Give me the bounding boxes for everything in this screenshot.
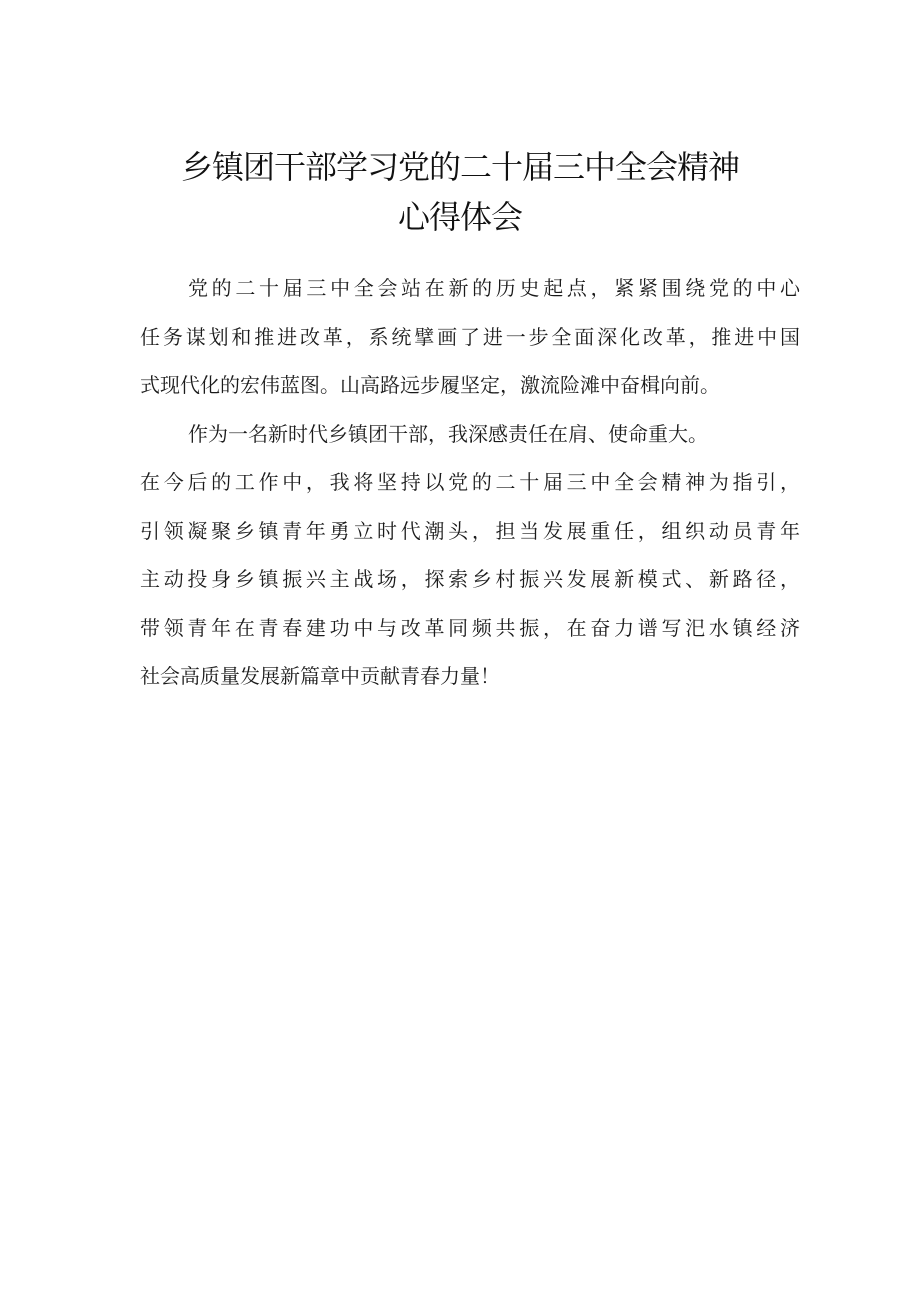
body-line: 党的二十届三中全会站在新的历史起点，紧紧围绕党的中心 — [188, 276, 800, 300]
document-title-line-1: 乡镇团干部学习党的二十届三中全会精神 — [180, 148, 739, 186]
document-title-line-2: 心得体会 — [397, 198, 522, 236]
body-line: 作为一名新时代乡镇团干部，我深感责任在肩、使命重大。 — [188, 421, 708, 446]
document-body — [140, 264, 800, 701]
body-line: 式现代化的宏伟蓝图。山高路远步履坚定，激流险滩中奋楫向前。 — [140, 373, 720, 397]
body-line: 带领青年在青春建功中与改革同频共振，在奋力谱写汜水镇经济 — [140, 615, 800, 640]
body-line: 社会高质量发展新篇章中贡献青春力量！ — [140, 664, 500, 688]
body-line: 任务谋划和推进改革，系统擘画了进一步全面深化改革，推进中国 — [140, 324, 800, 349]
body-line: 主动投身乡镇振兴主战场，探索乡村振兴发展新模式、新路径， — [140, 567, 800, 591]
body-line: 在今后的工作中，我将坚持以党的二十届三中全会精神为指引， — [140, 470, 800, 494]
body-line: 引领凝聚乡镇青年勇立时代潮头，担当发展重任，组织动员青年 — [140, 518, 800, 543]
